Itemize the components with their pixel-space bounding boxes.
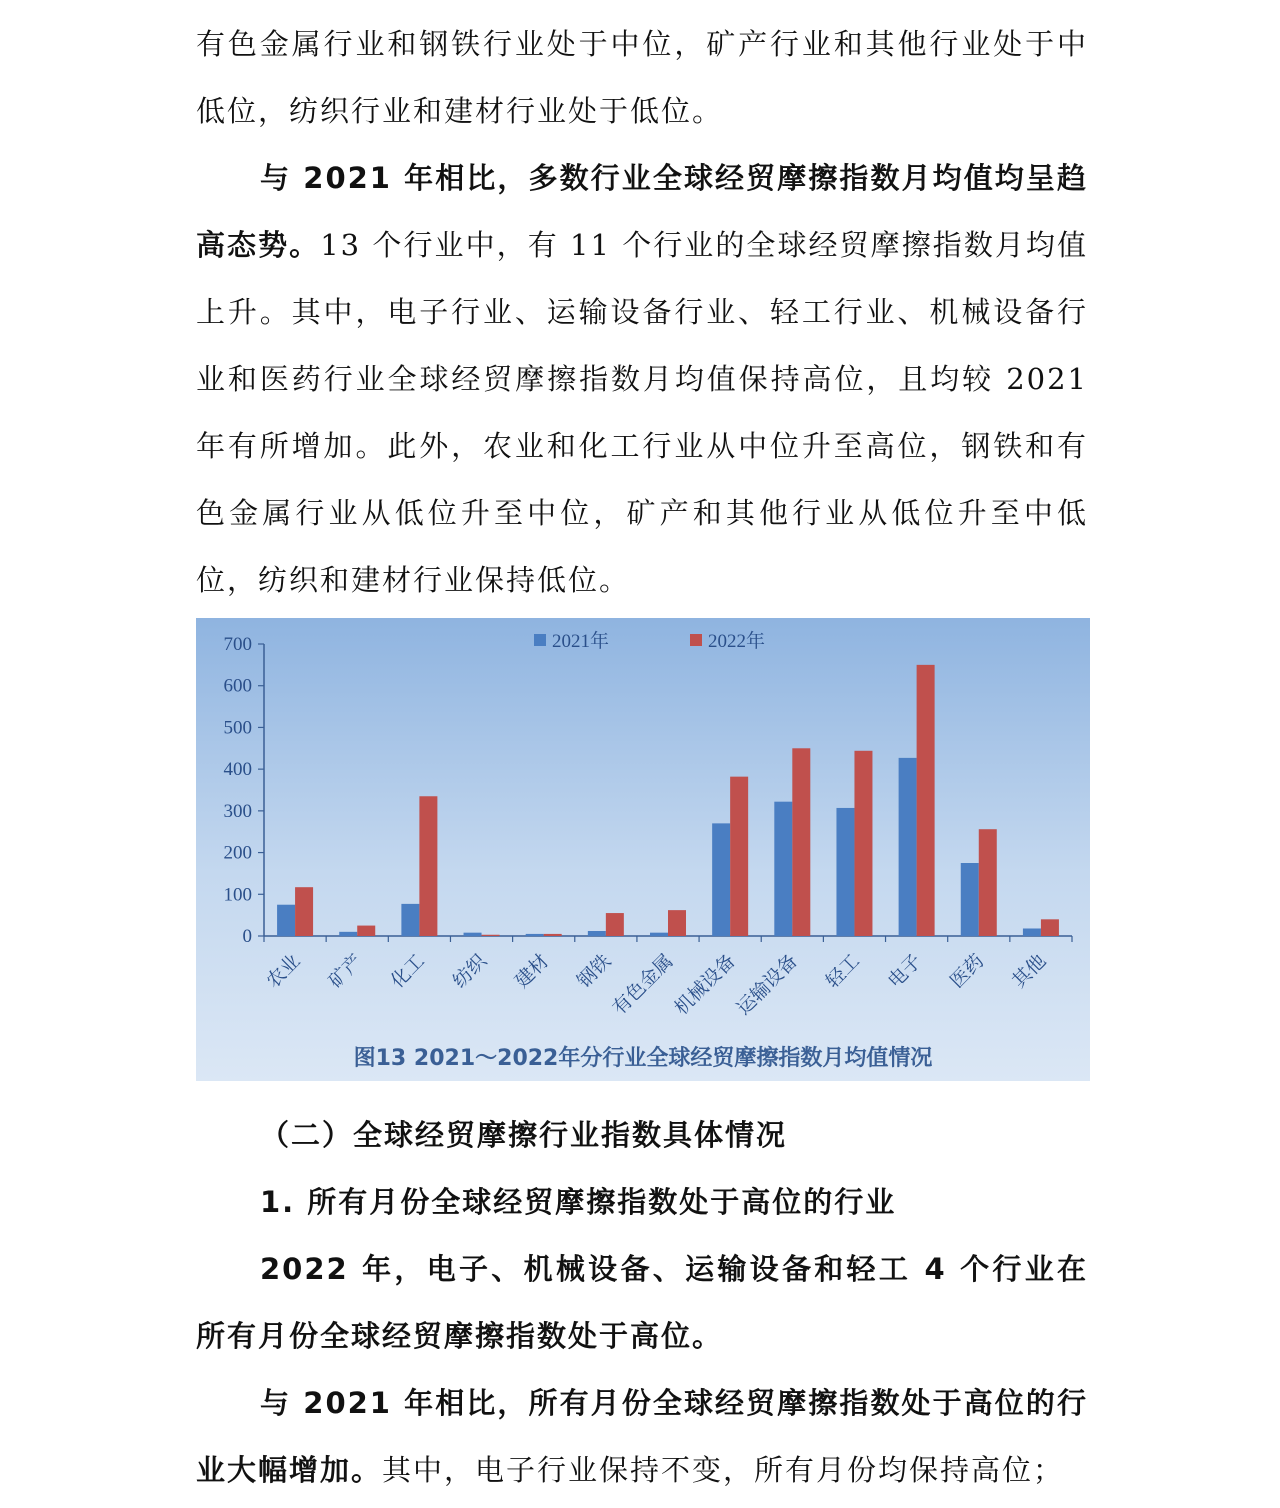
- bar-2021: [1023, 928, 1041, 936]
- paragraph-4-text: 其中，电子行业保持不变，所有月份均保持高位；: [382, 1453, 1065, 1487]
- bar-2022: [979, 829, 997, 936]
- y-tick-label: 400: [223, 759, 252, 781]
- y-tick-label: 300: [223, 800, 252, 822]
- category-label: 医药: [945, 949, 989, 993]
- bar-2021: [401, 904, 419, 936]
- paragraph-1: [196, 11, 1088, 145]
- y-tick-label: 600: [223, 675, 252, 697]
- category-label: 纺织: [448, 949, 492, 993]
- bar-2022: [917, 665, 935, 936]
- bar-2021: [712, 823, 730, 936]
- paragraph-3-text: 2022 年，电子、机械设备、运输设备和轻工 4 个行业在所有月份全球经贸摩擦指数处于高位。: [196, 1252, 1088, 1353]
- category-label: 其他: [1008, 949, 1051, 993]
- paragraph-2: [196, 145, 1088, 614]
- bar-2022: [730, 777, 748, 936]
- category-label: 有色金属: [608, 949, 678, 1020]
- bar-2022: [295, 887, 313, 936]
- y-tick-label: 500: [223, 717, 252, 739]
- category-label: 电子: [883, 949, 927, 993]
- y-tick-label: 100: [223, 884, 252, 906]
- bar-2022: [357, 926, 375, 936]
- chart-category-labels: [262, 949, 1050, 1019]
- bar-2021: [339, 932, 357, 936]
- chart-figure: [196, 618, 1090, 1081]
- bar-2022: [419, 796, 437, 936]
- bar-2021: [277, 905, 295, 936]
- legend-swatch: [534, 634, 546, 646]
- y-tick-label: 700: [223, 634, 252, 655]
- bar-2021: [774, 802, 792, 936]
- bar-2022: [1041, 919, 1059, 936]
- chart-legend: [534, 630, 765, 652]
- legend-label: 2021年: [552, 631, 610, 652]
- category-label: 农业: [262, 949, 305, 993]
- category-label: 建材: [510, 949, 554, 993]
- bar-2021: [899, 758, 917, 936]
- bar-2022: [792, 748, 810, 936]
- bar-2022: [854, 751, 872, 936]
- paragraph-2-lead: 与 2021 年相比，多数行业全球经贸摩擦指数月均值均呈趋高态势。: [196, 161, 1088, 262]
- paragraph-4: [196, 1370, 1088, 1504]
- category-label: 矿产: [324, 949, 367, 993]
- category-label: 运输设备: [732, 949, 802, 1020]
- bar-2022: [668, 910, 686, 936]
- legend-swatch: [690, 634, 702, 646]
- chart-axes: [224, 634, 1073, 947]
- category-label: 钢铁: [572, 949, 616, 993]
- bar-chart: [196, 618, 1090, 1081]
- category-label: 化工: [386, 949, 429, 993]
- paragraph-3: [196, 1236, 1088, 1370]
- section-heading: [196, 1102, 1088, 1169]
- bar-2021: [836, 808, 854, 936]
- bar-2021: [588, 931, 606, 936]
- section-heading-text: （二）全球经贸摩擦行业指数具体情况: [260, 1118, 788, 1152]
- sub-heading: [196, 1169, 1088, 1236]
- bar-2021: [961, 863, 979, 936]
- chart-bars: [277, 665, 1059, 936]
- legend-label: 2022年: [708, 631, 766, 652]
- bar-2022: [606, 913, 624, 936]
- paragraph-2-text: 13 个行业中，有 11 个行业的全球经贸摩擦指数月均值上升。其中，电子行业、运输设备行业、轻工行业、机械设备行业和医药行业全球经贸摩擦指数月均值保持高位，且均较 2021 年有所增加。此外，农业和化工行业从中位升至高位，钢铁和有色金属行业从低位升至中位，矿产和其他行业从低位升至中低位，纺织和建材行业保持低位。: [196, 228, 1088, 597]
- paragraph-1-text: 有色金属行业和钢铁行业处于中位，矿产行业和其他行业处于中低位，纺织行业和建材行业处于低位。: [196, 27, 1088, 128]
- category-label: 机械设备: [670, 949, 740, 1020]
- bar-2021: [526, 934, 544, 936]
- bar-2022: [482, 935, 500, 936]
- chart-caption: 图13 2021～2022年分行业全球经贸摩擦指数月均值情况: [353, 1046, 933, 1071]
- paragraph-4-lead: 与 2021 年相比，所有月份全球经贸摩擦指数处于高位的行业大幅增加。: [196, 1386, 1088, 1487]
- bar-2021: [464, 933, 482, 936]
- category-label: 轻工: [821, 949, 864, 993]
- y-tick-label: 200: [223, 842, 252, 864]
- bar-2022: [544, 934, 562, 936]
- y-tick-label: 0: [242, 926, 252, 947]
- sub-heading-text: 1. 所有月份全球经贸摩擦指数处于高位的行业: [260, 1185, 897, 1219]
- bar-2021: [650, 933, 668, 936]
